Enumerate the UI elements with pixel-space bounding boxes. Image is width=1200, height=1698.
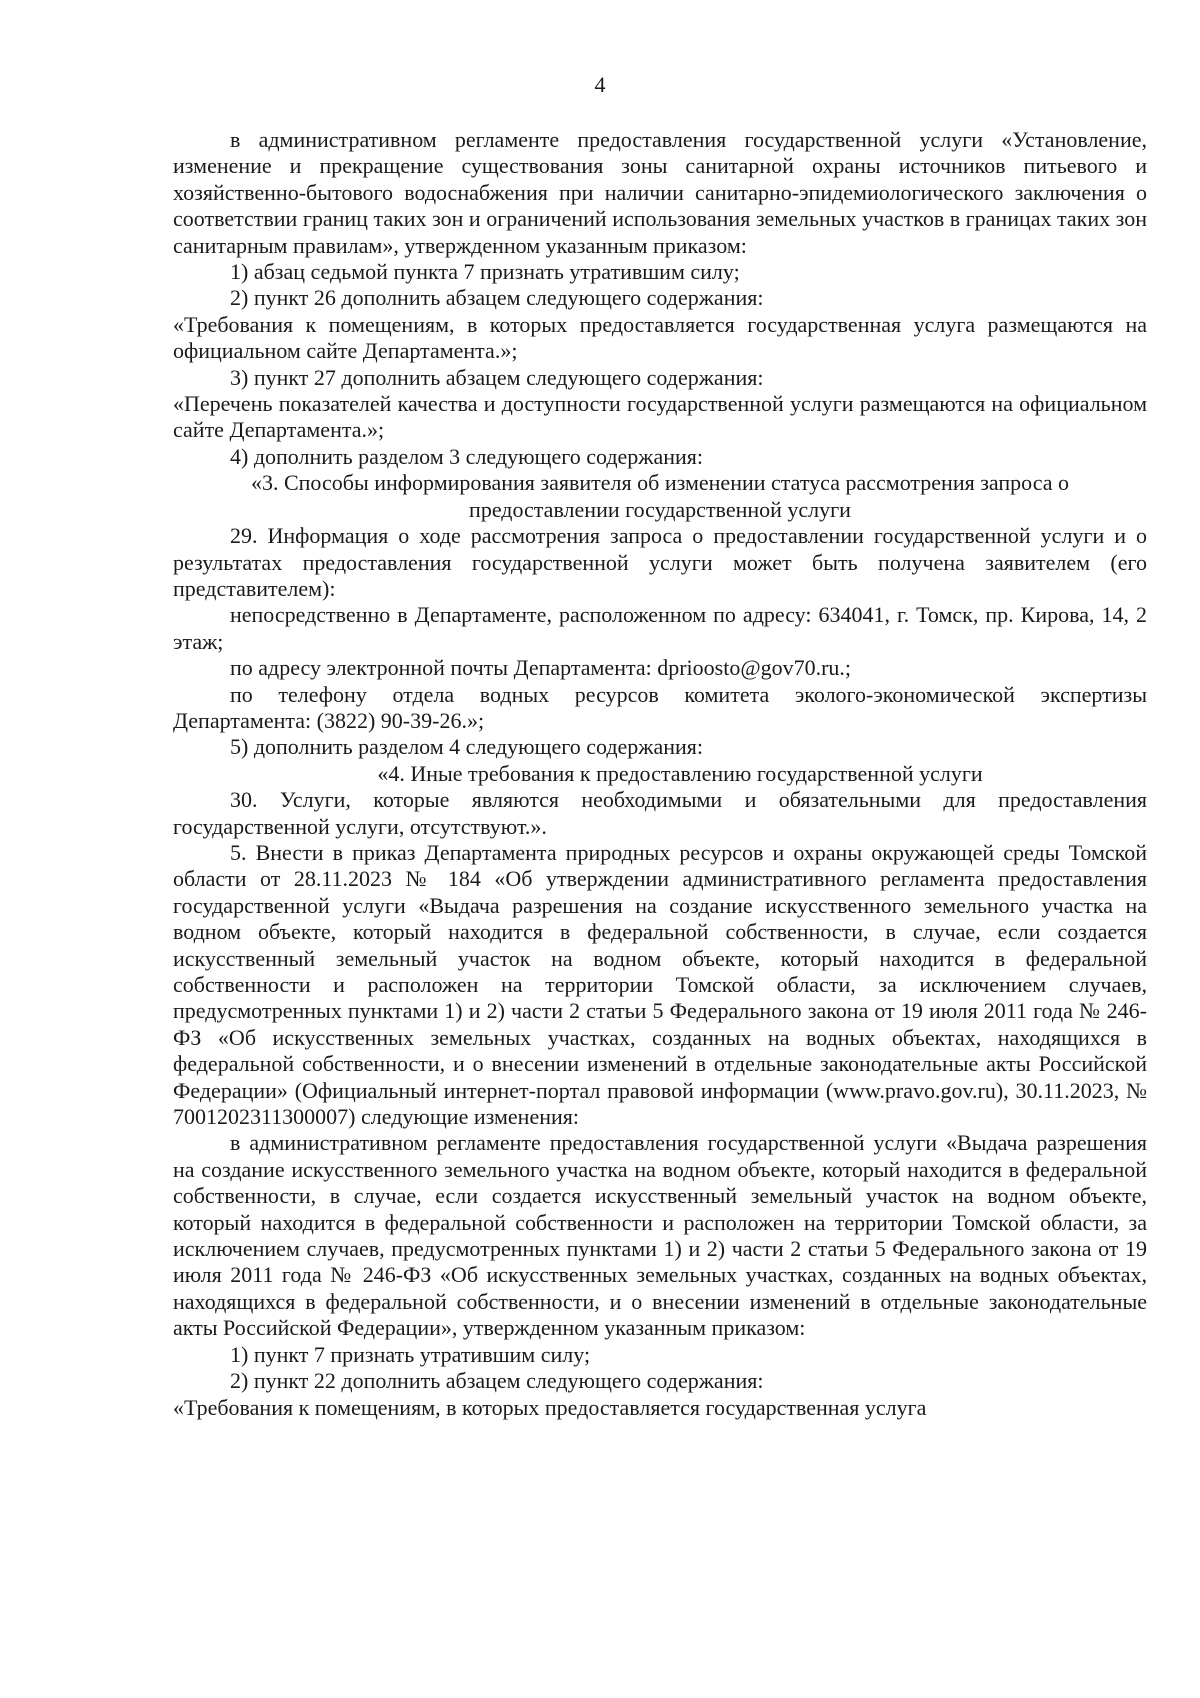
paragraph-30: 30. Услуги, которые являются необходимыми и обязательными для предоставления государственной услуги, отсутствуют.». bbox=[173, 787, 1147, 839]
paragraph-regulation-second: в административном регламенте предоставления государственной услуги «Выдача разрешения на создание искусственного земельного участка на водном объекте, который находится в федеральной собственности, в случае, если создается искусственный земельный участок на водном объекте, который находится в федеральной собственности и расположен на территории Томской области, за исключением случаев, предусмотренных пунктами 1) и 2) части 2 статьи 5 Федерального закона от 19 июля 2011 года № 246-ФЗ «Об искусственных земельных участках, созданных на водных объектах, находящихся в федеральной собственности, и о внесении изменений в отдельные законодательные акты Российской Федерации», утвержденном указанным приказом: bbox=[173, 1130, 1147, 1341]
paragraph-item-2: 2) пункт 26 дополнить абзацем следующего содержания: bbox=[230, 285, 764, 311]
paragraph-item-3: 3) пункт 27 дополнить абзацем следующего содержания: bbox=[230, 364, 764, 390]
page-number: 4 bbox=[594, 72, 606, 97]
paragraph-quote-quality: «Перечень показателей качества и доступности государственной услуги размещаются на официальном сайте Департамента.»; bbox=[173, 391, 1147, 443]
paragraph-item-2b: 2) пункт 22 дополнить абзацем следующего содержания: bbox=[230, 1368, 764, 1394]
document-body bbox=[173, 127, 1147, 1421]
section-heading-3: «3. Способы информирования заявителя об изменении статуса рассмотрения запроса о предоставлении государственной услуги bbox=[250, 470, 1070, 522]
paragraph-order-5: 5. Внести в приказ Департамента природных ресурсов и охраны окружающей среды Томской области от 28.11.2023 № 184 «Об утверждении административного регламента предоставления государственной услуги «Выдача разрешения на создание искусственного земельного участка на водном объекте, который находится в федеральной собственности, в случае, если создается искусственный земельный участок на водном объекте, который находится в федеральной собственности и расположен на территории Томской области, за исключением случаев, предусмотренных пунктами 1) и 2) части 2 статьи 5 Федерального закона от 19 июля 2011 года № 246-ФЗ «Об искусственных земельных участках, созданных на водных объектах, находящихся в федеральной собственности, и о внесении изменений в отдельные законодательные акты Российской Федерации» (Официальный интернет-портал правовой информации (www.pravo.gov.ru), 30.11.2023, № 7001202311300007) следующие изменения: bbox=[173, 839, 1147, 1130]
paragraph-email: по адресу электронной почты Департамента: dprioosto@gov70.ru.; bbox=[230, 655, 852, 681]
paragraph-item-1b: 1) пункт 7 признать утратившим силу; bbox=[230, 1341, 591, 1367]
paragraph-item-5: 5) дополнить разделом 4 следующего содержания: bbox=[230, 734, 704, 760]
paragraph-quote-premises: «Требования к помещениям, в которых предоставляется государственная услуга размещаются на официальном сайте Департамента.»; bbox=[173, 311, 1147, 364]
paragraph-item-4: 4) дополнить разделом 3 следующего содержания: bbox=[230, 443, 704, 469]
paragraph-regulation-intro: в административном регламенте предоставления государственной услуги «Установление, изменение и прекращение существования зоны санитарной охраны источников питьевого и хозяйственно-бытового водоснабжения при наличии санитарно-эпидемиологического заключения о соответствии границ таких зон и ограничений использования земельных участков в границах таких зон санитарным правилам», утвержденном указанным приказом: bbox=[173, 127, 1147, 258]
paragraph-item-1: 1) абзац седьмой пункта 7 признать утратившим силу; bbox=[230, 259, 740, 285]
paragraph-quote-premises-2: «Требования к помещениям, в которых предоставляется государственная услуга bbox=[173, 1394, 927, 1420]
section-heading-4: «4. Иные требования к предоставлению государственной услуги bbox=[377, 760, 983, 786]
paragraph-phone: по телефону отдела водных ресурсов комитета эколого-экономической экспертизы Департамента: (3822) 90-39-26.»; bbox=[173, 681, 1147, 733]
paragraph-29: 29. Информация о ходе рассмотрения запроса о предоставлении государственной услуги и о результатах предоставления государственной услуги может быть получена заявителем (его представителем): bbox=[173, 523, 1147, 601]
paragraph-address: непосредственно в Департаменте, расположенном по адресу: 634041, г. Томск, пр. Кирова, 14, 2 этаж; bbox=[173, 602, 1147, 654]
